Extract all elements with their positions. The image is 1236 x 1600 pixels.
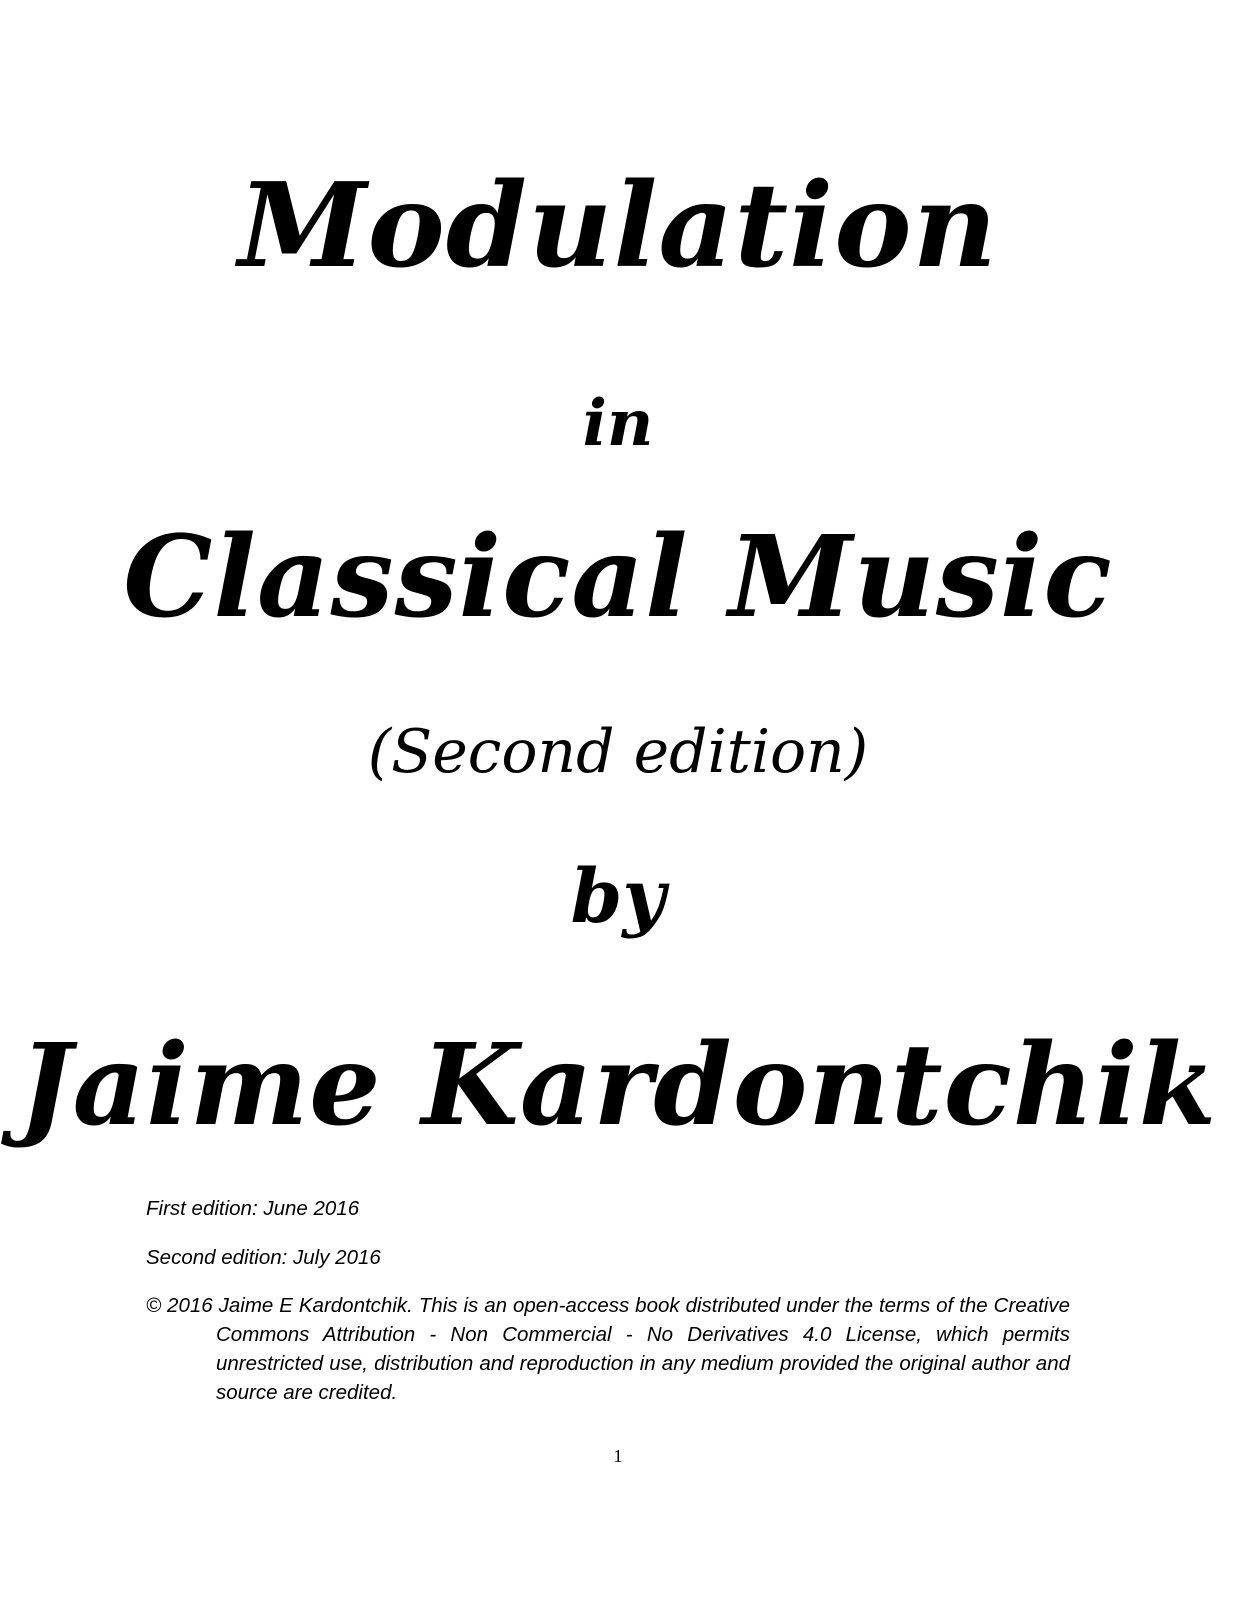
edition-subtitle: (Second edition) bbox=[367, 717, 869, 787]
copyright-license-notice: © 2016 Jaime E Kardontchik. This is an open-access book distributed under the terms of the Creative Commons Attribution - Non Commercial - No Derivatives 4.0 License, which permits unrestricted use, distribution and reproduction in any medium provided the original author and source are credited. bbox=[146, 1294, 1070, 1404]
first-edition-date: First edition: June 2016 bbox=[146, 1197, 360, 1220]
title-in: in bbox=[582, 386, 654, 461]
second-edition-date: Second edition: July 2016 bbox=[146, 1246, 381, 1269]
title-classical-music: Classical Music bbox=[123, 512, 1113, 643]
page-number: 1 bbox=[613, 1446, 623, 1466]
by-text: by bbox=[570, 854, 666, 940]
title-modulation: Modulation bbox=[238, 158, 998, 294]
author-name: Jaime Kardontchik bbox=[18, 1020, 1218, 1151]
